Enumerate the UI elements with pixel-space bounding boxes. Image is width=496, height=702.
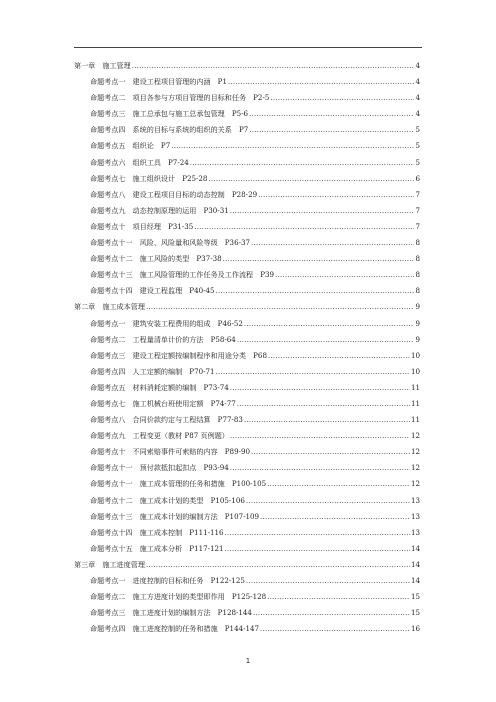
toc-entry-page: 5 bbox=[415, 157, 420, 167]
toc-entry[interactable] bbox=[74, 332, 420, 348]
toc-entry-page: 13 bbox=[410, 527, 420, 537]
toc-dot-leader bbox=[275, 267, 414, 283]
toc-entry-page: 4 bbox=[415, 109, 420, 119]
toc-entry-title: 命题考点四 人工定额的编制 P70-71 bbox=[90, 366, 215, 376]
toc-entry-title: 命题考点九 工程变更（教材 P87 页例题） bbox=[90, 431, 229, 441]
toc-dot-leader bbox=[194, 219, 414, 235]
toc-dot-leader bbox=[230, 428, 410, 444]
toc-dot-leader bbox=[208, 171, 414, 187]
toc-dot-leader bbox=[230, 203, 415, 219]
toc-dot-leader bbox=[268, 348, 410, 364]
toc-entry[interactable] bbox=[74, 573, 420, 589]
toc-dot-leader bbox=[132, 58, 415, 74]
toc-dot-leader bbox=[190, 155, 415, 171]
table-of-contents bbox=[74, 58, 420, 637]
toc-entry-page: 11 bbox=[410, 382, 420, 392]
toc-entry-title: 第一章 施工管理 bbox=[74, 61, 131, 70]
toc-entry-title: 命题考点七 施工机械台班使用定额 P74-77 bbox=[90, 398, 236, 408]
toc-dot-leader bbox=[230, 460, 410, 476]
toc-entry[interactable] bbox=[74, 106, 420, 122]
toc-entry-page: 8 bbox=[415, 270, 420, 280]
toc-entry-title: 命题考点一 进度控制的目标和任务 P122-125 bbox=[90, 576, 245, 585]
toc-entry-title: 命题考点五 材料消耗定额的编制 P73-74 bbox=[90, 382, 229, 392]
toc-dot-leader bbox=[230, 380, 410, 396]
toc-entry[interactable] bbox=[74, 122, 420, 138]
toc-dot-leader bbox=[237, 396, 410, 412]
toc-entry-title: 命题考点三 建设工程定额按编制程序和用途分类 P68 bbox=[90, 350, 267, 360]
toc-dot-leader bbox=[237, 332, 415, 348]
toc-dot-leader bbox=[251, 444, 410, 460]
toc-entry-title: 命题考点十三 施工成本计划的编制方法 P107-109 bbox=[90, 511, 260, 521]
toc-entry[interactable] bbox=[74, 460, 420, 476]
toc-entry-title: 命题考点六 组织工具 P7-24 bbox=[90, 157, 189, 167]
toc-entry[interactable] bbox=[74, 171, 420, 187]
toc-entry-title: 命题考点十 项目经理 P31-35 bbox=[90, 221, 194, 231]
toc-entry-page: 9 bbox=[415, 334, 420, 344]
toc-entry[interactable] bbox=[74, 509, 420, 525]
toc-entry[interactable] bbox=[74, 90, 420, 106]
toc-entry-title: 命题考点十五 施工成本分析 P117-121 bbox=[90, 543, 224, 553]
toc-entry[interactable] bbox=[74, 589, 420, 605]
toc-entry-title: 命题考点十四 施工成本控制 P111-116 bbox=[90, 527, 224, 537]
toc-entry[interactable] bbox=[74, 380, 420, 396]
toc-entry-title: 命题考点二 施工方进度计划的类型即作用 P125-128 bbox=[90, 592, 267, 602]
toc-entry-title: 命题考点四 系统的目标与系统的组织的关系 P7 bbox=[90, 125, 249, 135]
toc-entry[interactable] bbox=[74, 235, 420, 251]
toc-entry-title: 命题考点十三 施工风险管理的工作任务及工作流程 P39 bbox=[90, 270, 275, 280]
toc-dot-leader bbox=[249, 106, 414, 122]
toc-entry[interactable] bbox=[74, 138, 420, 154]
toc-entry-title: 命题考点八 合同价款约定与工程结算 P77-83 bbox=[90, 415, 243, 425]
toc-entry-title: 命题考点三 施工总承包与施工总承包管理 P5-6 bbox=[90, 109, 249, 119]
toc-entry-page: 5 bbox=[415, 141, 420, 151]
toc-entry-page: 12 bbox=[410, 447, 420, 457]
toc-entry-page: 7 bbox=[415, 189, 420, 199]
toc-dot-leader bbox=[246, 573, 410, 589]
toc-entry[interactable] bbox=[74, 493, 420, 509]
toc-entry-title: 命题考点十二 施工风险的类型 P37-38 bbox=[90, 254, 222, 264]
toc-dot-leader bbox=[270, 90, 414, 106]
toc-entry-page: 7 bbox=[415, 221, 420, 231]
toc-entry[interactable] bbox=[74, 187, 420, 203]
toc-dot-leader bbox=[146, 557, 410, 573]
toc-entry[interactable] bbox=[74, 476, 420, 492]
toc-dot-leader bbox=[244, 412, 410, 428]
toc-entry[interactable] bbox=[74, 541, 420, 557]
toc-entry-title: 命题考点二 工程量清单计价的方法 P58-64 bbox=[90, 334, 236, 344]
toc-entry-page: 11 bbox=[410, 415, 420, 425]
toc-entry-page: 6 bbox=[415, 173, 420, 183]
toc-dot-leader bbox=[258, 187, 414, 203]
toc-entry-page: 10 bbox=[410, 350, 420, 360]
toc-entry-title: 命题考点十二 施工成本计划的类型 P105-106 bbox=[90, 495, 245, 505]
toc-dot-leader bbox=[260, 621, 410, 637]
toc-dot-leader bbox=[260, 509, 410, 525]
toc-entry-page: 11 bbox=[410, 398, 420, 408]
toc-dot-leader bbox=[146, 299, 415, 315]
toc-dot-leader bbox=[228, 74, 415, 90]
toc-entry-title: 命题考点十一 施工成本管理的任务和措施 P100-105 bbox=[90, 479, 267, 489]
toc-entry-title: 命题考点十一 预付款抵扣起扣点 P93-94 bbox=[90, 463, 229, 473]
header-rule bbox=[74, 47, 422, 48]
toc-chapter-entry[interactable] bbox=[74, 299, 420, 315]
toc-entry-page: 13 bbox=[410, 511, 420, 521]
toc-entry-page: 12 bbox=[410, 463, 420, 473]
toc-chapter-entry[interactable] bbox=[74, 557, 420, 573]
toc-entry-page: 7 bbox=[415, 205, 420, 215]
toc-entry-page: 5 bbox=[415, 125, 420, 135]
toc-entry-page: 8 bbox=[415, 238, 420, 248]
toc-entry-title: 命题考点二 项目各参与方项目管理的目标和任务 P2-5 bbox=[90, 93, 270, 103]
toc-entry-title: 命题考点八 建设工程项目目标的动态控制 P28-29 bbox=[90, 189, 258, 199]
toc-dot-leader bbox=[251, 235, 414, 251]
toc-entry[interactable] bbox=[74, 267, 420, 283]
toc-entry-page: 8 bbox=[415, 286, 420, 296]
toc-dot-leader bbox=[244, 316, 415, 332]
toc-entry[interactable] bbox=[74, 605, 420, 621]
toc-entry-title: 命题考点一 建设工程项目管理的内涵 P1 bbox=[90, 77, 227, 87]
toc-entry[interactable] bbox=[74, 251, 420, 267]
toc-entry[interactable] bbox=[74, 621, 420, 637]
toc-dot-leader bbox=[267, 476, 410, 492]
toc-entry-page: 8 bbox=[415, 254, 420, 264]
toc-dot-leader bbox=[253, 605, 410, 621]
toc-entry-page: 15 bbox=[410, 592, 420, 602]
toc-entry-title: 命题考点十 不同索赔事件可索赔的内容 P89-90 bbox=[90, 447, 251, 457]
toc-entry[interactable] bbox=[74, 219, 420, 235]
toc-dot-leader bbox=[223, 251, 415, 267]
toc-dot-leader bbox=[216, 364, 410, 380]
toc-entry-page: 15 bbox=[410, 608, 420, 618]
toc-entry-page: 14 bbox=[410, 559, 420, 569]
toc-entry-page: 4 bbox=[415, 77, 420, 87]
toc-entry-title: 命题考点三 施工进度计划的编制方法 P128-144 bbox=[90, 608, 252, 618]
toc-entry-title: 命题考点九 动态控制原理的运用 P30-31 bbox=[90, 205, 229, 215]
toc-entry[interactable] bbox=[74, 316, 420, 332]
toc-entry-page: 12 bbox=[410, 431, 420, 441]
toc-entry[interactable] bbox=[74, 364, 420, 380]
toc-entry-page: 13 bbox=[410, 495, 420, 505]
toc-entry-title: 命题考点一 建筑安装工程费用的组成 P46-52 bbox=[90, 318, 243, 328]
toc-entry[interactable] bbox=[74, 444, 420, 460]
toc-entry-title: 命题考点十一 风险、风险量和风险等级 P36-37 bbox=[90, 238, 251, 248]
toc-entry[interactable] bbox=[74, 412, 420, 428]
toc-entry[interactable] bbox=[74, 525, 420, 541]
toc-entry[interactable] bbox=[74, 283, 420, 299]
toc-entry-page: 12 bbox=[410, 479, 420, 489]
toc-entry-title: 命题考点七 施工组织设计 P25-28 bbox=[90, 173, 208, 183]
toc-entry[interactable] bbox=[74, 348, 420, 364]
toc-entry-title: 第二章 施工成本管理 bbox=[74, 302, 145, 312]
toc-entry[interactable] bbox=[74, 428, 420, 444]
toc-dot-leader bbox=[246, 493, 410, 509]
toc-entry-page: 10 bbox=[410, 366, 420, 376]
toc-entry[interactable] bbox=[74, 155, 420, 171]
toc-entry-page: 4 bbox=[415, 61, 420, 70]
toc-entry-page: 9 bbox=[415, 318, 420, 328]
toc-entry[interactable] bbox=[74, 203, 420, 219]
toc-entry-title: 命题考点四 施工进度控制的任务和措施 P144-147 bbox=[90, 624, 260, 634]
toc-dot-leader bbox=[225, 541, 410, 557]
toc-entry-page: 4 bbox=[415, 93, 420, 103]
toc-dot-leader bbox=[249, 122, 414, 138]
toc-dot-leader bbox=[225, 525, 410, 541]
toc-dot-leader bbox=[216, 283, 415, 299]
page-number: 1 bbox=[245, 657, 251, 665]
toc-entry-page: 14 bbox=[410, 543, 420, 553]
toc-entry-page: 14 bbox=[410, 576, 420, 585]
toc-entry-page: 9 bbox=[415, 302, 420, 312]
toc-entry-title: 命题考点五 组织论 P7 bbox=[90, 141, 171, 151]
toc-chapter-entry[interactable] bbox=[74, 58, 420, 74]
toc-entry-title: 命题考点十四 建设工程监理 P40-45 bbox=[90, 286, 215, 296]
toc-entry[interactable] bbox=[74, 74, 420, 90]
toc-dot-leader bbox=[171, 138, 414, 154]
toc-entry-title: 第三章 施工进度管理 bbox=[74, 559, 145, 569]
toc-entry[interactable] bbox=[74, 396, 420, 412]
toc-entry-page: 16 bbox=[410, 624, 420, 634]
toc-dot-leader bbox=[267, 589, 410, 605]
